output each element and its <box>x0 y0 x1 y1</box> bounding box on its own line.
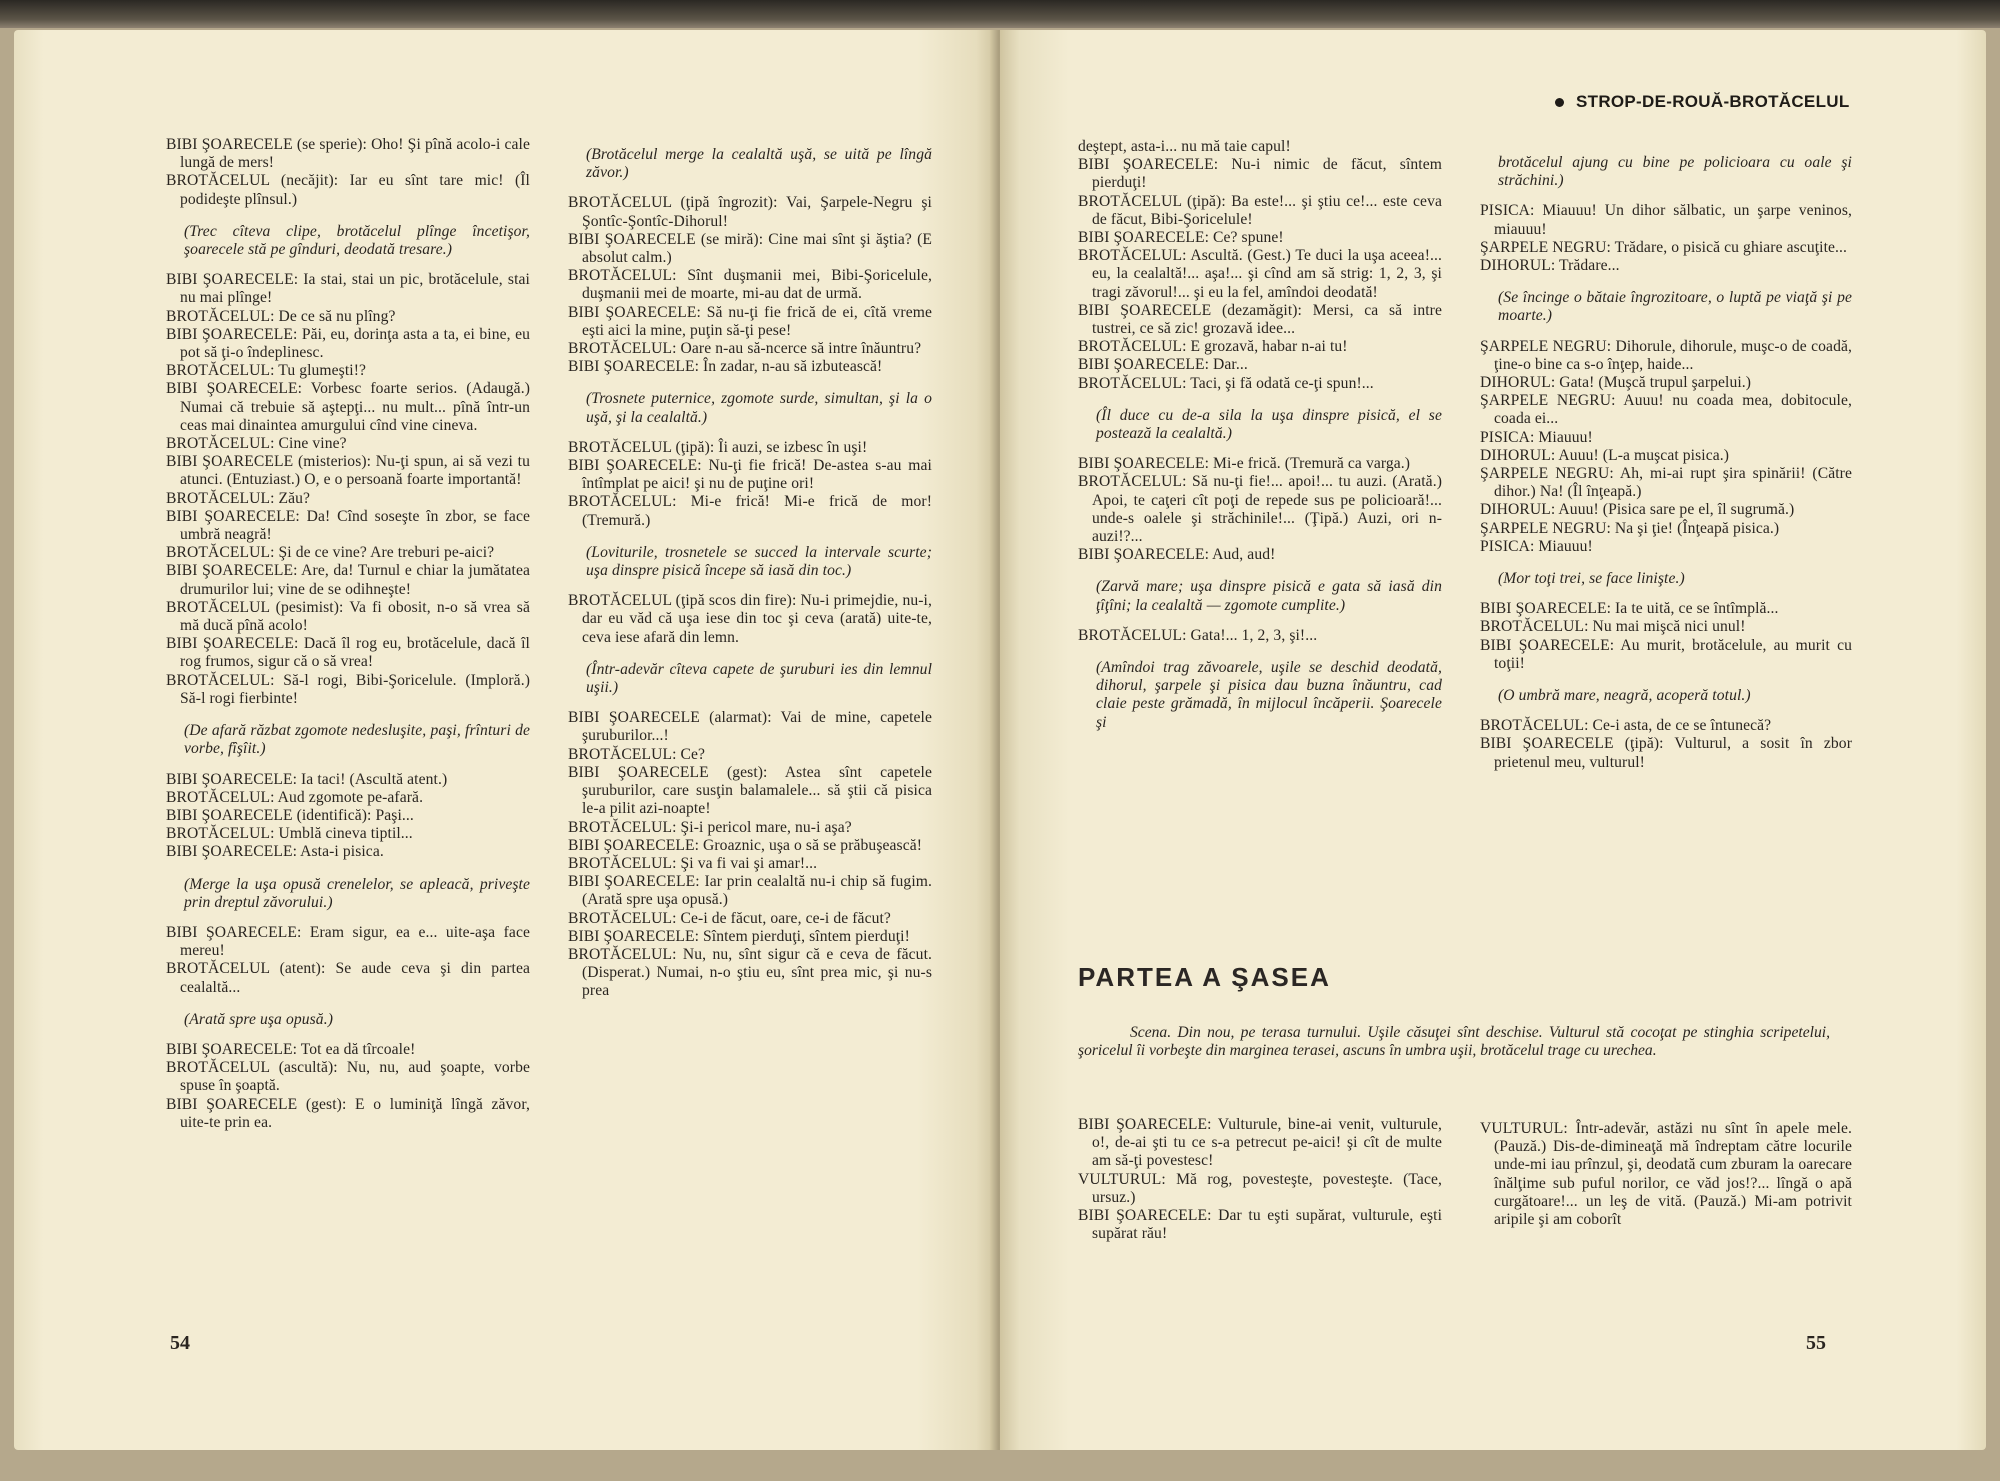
dialogue-line: BROTĂCELUL (ascultă): Nu, nu, aud şoapte, vorbe spuse în şoaptă. <box>166 1059 530 1095</box>
dialogue-line: BROTĂCELUL: Taci, şi fă odată ce-ţi spun!... <box>1078 374 1374 392</box>
dialogue-line: BIBI ŞOARECELE: În zadar, n-au să izbutească! <box>568 358 883 376</box>
dialogue-line: ŞARPELE NEGRU: Auuu! nu coada mea, dobitocule, coada ei... <box>1480 392 1852 428</box>
dialogue-line: BROTĂCELUL: Ce-i asta, de ce se întunecă? <box>1480 717 1772 735</box>
dialogue-line: BIBI ŞOARECELE (se miră): Cine mai sînt şi ăştia? (E absolut calm.) <box>568 230 932 267</box>
dialogue-line: BROTĂCELUL: Oare n-au să-ncerce să intre înăuntru? <box>568 340 922 358</box>
dialogue-line: BROTĂCELUL: Să nu-ţi fie!... apoi!... tu auzi. (Arată.) Apoi, te caţeri cît poţi de repede sus pe policioară!... unde-s oalele şi străchinile!... (Ţipă.) Auzi, ori n-auzi!?... <box>1078 473 1442 546</box>
left-column-b <box>568 132 932 1001</box>
dialogue-line: BROTĂCELUL: Să-l rogi, Bibi-Şoricelule. (Imploră.) Să-l rogi fierbinte! <box>166 671 530 707</box>
dialogue-line: BIBI ŞOARECELE: Ia taci! (Ascultă atent.) <box>166 770 448 788</box>
dialogue-line: BROTĂCELUL: Tu glumeşti!? <box>166 362 367 380</box>
dialogue-line: PISICA: Miauuu! <box>1480 428 1593 446</box>
dialogue-line: BROTĂCELUL (ţipă scos din fire): Nu-i primejdie, nu-i, dar eu văd că uşa iese din toc şi ceva (arată) uite-te, ceva iese afară din lemn. <box>568 592 932 646</box>
dialogue-line: BIBI ŞOARECELE: Nu-i nimic de făcut, sîntem pierduţi! <box>1078 156 1442 192</box>
stage-direction: (De afară răzbat zgomote nedesluşite, paşi, frînturi de vorbe, fîşîit.) <box>184 722 530 758</box>
dialogue-line: BIBI ŞOARECELE: Eram sigur, ea e... uite-aşa face mereu! <box>166 923 530 960</box>
stage-direction: (Loviturile, trosnetele se succed la intervale scurte; uşa dinspre pisică începe să iasă din toc.) <box>586 543 932 580</box>
dialogue-line: BIBI ŞOARECELE: Dacă îl rog eu, brotăcelule, dacă îl rog frumos, sigur că o să vrea! <box>166 635 530 671</box>
dialogue-line: BROTĂCELUL: Şi va fi vai şi amar!... <box>568 854 818 872</box>
left-page <box>14 30 996 1450</box>
dialogue-line: ŞARPELE NEGRU: Trădare, o pisică cu ghiare ascuţite... <box>1480 238 1848 256</box>
dialogue-line: ŞARPELE NEGRU: Dihorule, dihorule, muşc-o de coadă, ţine-o bine ca s-o înţep, haide... <box>1480 337 1852 373</box>
dialogue-line: BROTĂCELUL: De ce să nu plîng? <box>166 307 396 325</box>
dialogue-line: BROTĂCELUL: Gata!... 1, 2, 3, şi!... <box>1078 626 1318 644</box>
stage-direction: (Brotăcelul merge la cealaltă uşă, se uită pe lîngă zăvor.) <box>586 146 932 182</box>
right-column-d <box>1480 1120 1852 1229</box>
dialogue-line: BIBI ŞOARECELE: Mi-e frică. (Tremură ca varga.) <box>1078 455 1411 473</box>
dialogue-line: BIBI ŞOARECELE: Aud, aud! <box>1078 546 1276 564</box>
left-page-number: 54 <box>170 1332 190 1354</box>
stage-direction: (Trosnete puternice, zgomote surde, simultan, şi la o uşă, şi la cealaltă.) <box>586 390 932 426</box>
stage-direction: (Într-adevăr cîteva capete de şuruburi ies din lemnul uşii.) <box>586 660 932 697</box>
dialogue-line: BIBI ŞOARECELE: Da! Cînd soseşte în zbor, se face umbră neagră! <box>166 507 530 544</box>
dialogue-line: BROTĂCELUL (ţipă): Îi auzi, se izbesc în uşi! <box>568 438 868 456</box>
dialogue-line: BROTĂCELUL: Ce-i de făcut, oare, ce-i de făcut? <box>568 909 891 927</box>
dialogue-line: DIHORUL: Gata! (Muşcă trupul şarpelui.) <box>1480 374 1752 392</box>
dialogue-line: BROTĂCELUL (pesimist): Va fi obosit, n-o să vrea să mă ducă pînă acolo! <box>166 598 530 635</box>
dialogue-line: BIBI ŞOARECELE (misterios): Nu-ţi spun, ai să vezi tu atunci. (Entuziast.) O, e o persoană foarte importantă! <box>166 453 530 489</box>
stage-direction: (Mor toţi trei, se face linişte.) <box>1498 570 1685 588</box>
dialogue-line: ŞARPELE NEGRU: Na şi ţie! (Înţeapă pisica.) <box>1480 519 1780 537</box>
dialogue-line: DIHORUL: Auuu! (Pisica sare pe el, îl sugrumă.) <box>1480 501 1795 519</box>
dialogue-line: BIBI ŞOARECELE: Păi, eu, dorinţa asta a ta, ei bine, eu pot să ţi-o îndeplinesc. <box>166 325 530 362</box>
dialogue-line: BROTĂCELUL: Sînt duşmanii mei, Bibi-Şoricelule, duşmanii mei de moarte, mi-au dat de urmă. <box>568 267 932 303</box>
running-head-text: STROP-DE-ROUĂ-BROTĂCELUL <box>1576 92 1850 111</box>
dialogue-line: BIBI ŞOARECELE: Iar prin cealaltă nu-i chip să fugim. (Arată spre uşa opusă.) <box>568 873 932 909</box>
dialogue-line: BROTĂCELUL: Nu mai mişcă nici unul! <box>1480 618 1746 636</box>
dialogue-line: BIBI ŞOARECELE: Vulturule, bine-ai venit, vulturule, o!, de-ai şti tu ce s-a petrecut pe-aici! şi cît de multe am să-ţi povestesc! <box>1078 1116 1442 1170</box>
dialogue-line: DIHORUL: Auuu! (L-a muşcat pisica.) <box>1480 446 1730 464</box>
stage-direction: (Zarvă mare; uşa dinspre pisică e gata să iasă din ţîţîni; la cealaltă — zgomote cumplite.) <box>1096 578 1442 614</box>
dialogue-line: BIBI ŞOARECELE (alarmat): Vai de mine, capetele şuruburilor...! <box>568 709 932 745</box>
stage-direction: (Merge la uşa opusă crenelelor, se apleacă, priveşte prin dreptul zăvorului.) <box>184 875 530 911</box>
dialogue-line: BROTĂCELUL (atent): Se aude ceva şi din partea cealaltă... <box>166 960 530 996</box>
dialogue-line: BIBI ŞOARECELE: Sîntem pierduţi, sîntem pierduţi! <box>568 927 910 945</box>
dialogue-line: BIBI ŞOARECELE: Ce? spune! <box>1078 229 1284 247</box>
dialogue-line: BIBI ŞOARECELE (dezamăgit): Mersi, ca să intre tustrei, ce să zic! grozavă idee... <box>1078 301 1442 338</box>
dialogue-line: BIBI ŞOARECELE (ţipă): Vulturul, a sosit în zbor prietenul meu, vulturul! <box>1480 735 1852 771</box>
dialogue-line: BROTĂCELUL (ţipă): Ba este!... şi ştiu ce!... este ceva de făcut, Bibi-Şoricelule! <box>1078 192 1442 228</box>
dialogue-line: BIBI ŞOARECELE: Are, da! Turnul e chiar la jumătatea drumurilor lui; vine de se odihneşte! <box>166 562 530 598</box>
dialogue-line: BIBI ŞOARECELE (identifică): Paşi... <box>166 806 414 824</box>
stage-direction: (Arată spre uşa opusă.) <box>184 1010 333 1028</box>
dialogue-line: VULTURUL: Mă rog, povesteşte, povesteşte. (Tace, ursuz.) <box>1078 1170 1442 1206</box>
part-title: PARTEA A ŞASEA <box>1078 962 1331 992</box>
dialogue-line: VULTURUL: Într-adevăr, astăzi nu sînt în apele mele. (Pauză.) Dis-de-dimineaţă mă îndreptam către locurile unde-mi iau prînzul, şi, deodată cum zburam la oarecare înălţime sub puful norilor, ce văd jos!?... lîngă o apă curgătoare!... un leş de vită. (Pauză.) Mi-am potrivit aripile şi am coborît <box>1480 1120 1852 1229</box>
right-column-c <box>1078 1116 1442 1243</box>
right-page <box>1000 30 1986 1450</box>
dialogue-line: BIBI ŞOARECELE: Asta-i pisica. <box>166 843 384 861</box>
right-page-number: 55 <box>1806 1332 1826 1354</box>
dialogue-line: BROTĂCELUL: Aud zgomote pe-afară. <box>166 788 424 806</box>
dialogue-line: BIBI ŞOARECELE: Să nu-ţi fie frică de ei, cîtă vreme eşti aici la mine, puţin să-ţi pese! <box>568 303 932 339</box>
stage-direction: (O umbră mare, neagră, acoperă totul.) <box>1498 687 1751 705</box>
dialogue-line: BROTĂCELUL: Şi de ce vine? Are treburi pe-aici? <box>166 544 495 562</box>
dialogue-line: DIHORUL: Trădare... <box>1480 257 1620 275</box>
dialogue-line: BIBI ŞOARECELE: Groaznic, uşa o să se prăbuşească! <box>568 836 923 854</box>
dialogue-line: BROTĂCELUL: Nu, nu, sînt sigur că e ceva de făcut. (Disperat.) Numai, n-o ştiu eu, sînt prea mic, şi nu-s prea <box>568 945 932 1000</box>
dialogue-line: BROTĂCELUL: Ascultă. (Gest.) Te duci la uşa aceea!... eu, la cealaltă!... aşa!... şi cînd am să strig: 1, 2, 3, şi tragi zăvorul!... şi eu la fel, amîndoi deodată! <box>1078 247 1442 301</box>
dialogue-line: BROTĂCELUL: Şi-i pericol mare, nu-i aşa? <box>568 818 852 836</box>
dialogue-line: BIBI ŞOARECELE (gest): E o luminiţă lîngă zăvor, uite-te prin ea. <box>166 1095 530 1131</box>
scene-description: Scena. Din nou, pe terasa turnului. Uşile căsuţei sînt deschise. Vulturul stă cocoţat pe stinghia scripetelui, şoricelul îi vorbeşte din marginea terasei, ascuns în umbra uşii, brotăcelul trage cu urechea. <box>1078 1024 1830 1060</box>
dialogue-line: BROTĂCELUL: Umblă cineva tiptil... <box>166 825 413 843</box>
dialogue-line: BROTĂCELUL: E grozavă, habar n-ai tu! <box>1078 338 1348 356</box>
dialogue-line: BIBI ŞOARECELE (gest): Astea sînt capetele şuruburilor, care susţin balamalele... să ştii că pisica le-a pilit azi-noapte! <box>568 763 932 818</box>
dialogue-line: BROTĂCELUL: Ce? <box>568 745 706 763</box>
dialogue-line: BROTĂCELUL (ţipă îngrozit): Vai, Şarpele-Negru şi Şontîc-Şontîc-Dihorul! <box>568 194 932 230</box>
stage-direction: (Se încinge o bătaie îngrozitoare, o luptă pe viaţă şi pe moarte.) <box>1498 289 1852 325</box>
running-head <box>1555 92 1850 112</box>
right-column-a <box>1078 138 1442 744</box>
dialogue-line: BIBI ŞOARECELE: Dar... <box>1078 356 1248 374</box>
dialogue-line: BIBI ŞOARECELE: Ia te uită, ce se întîmplă... <box>1480 600 1779 618</box>
dialogue-line: BIBI ŞOARECELE: Dar tu eşti supărat, vulturule, eşti supărat rău! <box>1078 1207 1442 1243</box>
dialogue-line: BROTĂCELUL: Zău? <box>166 489 311 507</box>
dialogue-line: BIBI ŞOARECELE (se sperie): Oho! Şi pînă acolo-i cale lungă de mers! <box>166 136 530 172</box>
dialogue-line: PISICA: Miauuu! <box>1480 537 1593 555</box>
stage-direction: brotăcelul ajung cu bine pe policioara cu oale şi străchini.) <box>1498 154 1852 190</box>
dialogue-line: BIBI ŞOARECELE: Nu-ţi fie frică! De-astea s-au mai întîmplat pe aici! şi nu de puţine ori! <box>568 457 932 493</box>
stage-direction: (Îl duce cu de-a sila la uşa dinspre pisică, el se postează la cealaltă.) <box>1096 406 1442 443</box>
stage-direction: (Trec cîteva clipe, brotăcelul plînge încetişor, şoarecele stă pe gînduri, deodată tresare.) <box>184 222 530 259</box>
dialogue-line: deştept, asta-i... nu mă taie capul! <box>1078 138 1291 155</box>
bullet-icon <box>1555 98 1564 107</box>
dialogue-line: BROTĂCELUL: Cine vine? <box>166 435 347 453</box>
dialogue-line: PISICA: Miauuu! Un dihor sălbatic, un şarpe veninos, miauuu! <box>1480 202 1852 238</box>
dialogue-line: BIBI ŞOARECELE: Ia stai, stai un pic, brotăcelule, stai nu mai plînge! <box>166 271 530 307</box>
stage-direction: (Amîndoi trag zăvoarele, uşile se deschid deodată, dihorul, şarpele şi pisica dau buzna înăuntru, cad claie peste grămadă, în mijlocul încăperii. Şoarecele şi <box>1096 659 1442 731</box>
dialogue-line: BROTĂCELUL: Mi-e frică! Mi-e frică de mor! (Tremură.) <box>568 493 932 529</box>
dialogue-line: BIBI ŞOARECELE: Tot ea dă tîrcoale! <box>166 1040 416 1058</box>
book-board-edge <box>0 0 2000 28</box>
dialogue-line: BIBI ŞOARECELE: Vorbesc foarte serios. (Adaugă.) Numai că trebuie să aştepţi... nu mult... pînă într-un ceas mai dinaintea amurgului cînd vine cineva. <box>166 380 530 434</box>
right-column-b <box>1480 140 1852 772</box>
dialogue-line: BROTĂCELUL (necăjit): Iar eu sînt tare mic! (Îl podideşte plînsul.) <box>166 172 530 208</box>
dialogue-line: BIBI ŞOARECELE: Au murit, brotăcelule, au murit cu toţii! <box>1480 636 1852 672</box>
dialogue-line: ŞARPELE NEGRU: Ah, mi-ai rupt şira spinării! (Către dihor.) Na! (Îl înţeapă.) <box>1480 465 1852 501</box>
left-column-a <box>166 136 530 1132</box>
